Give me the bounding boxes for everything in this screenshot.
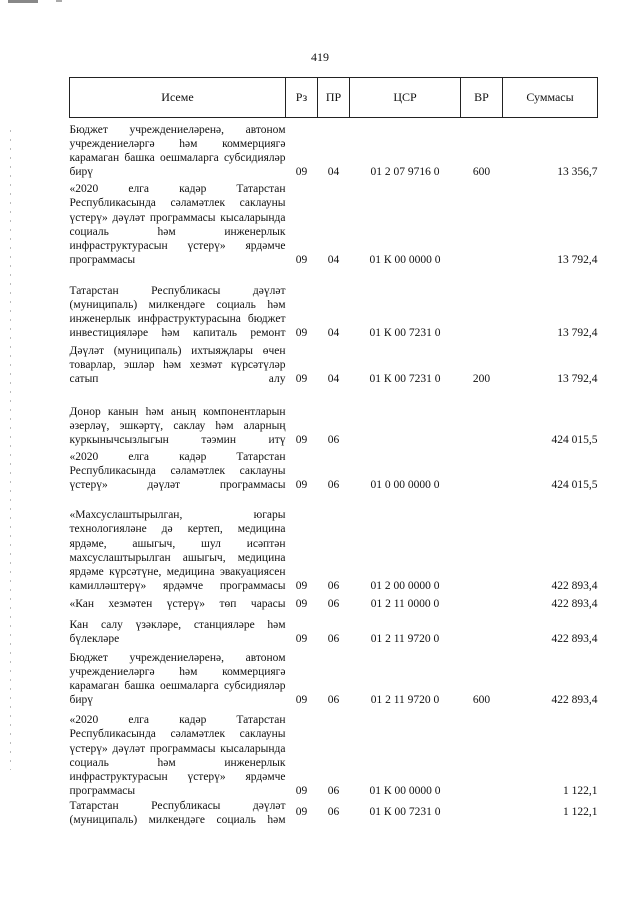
- row-sum: 1 122,1: [563, 805, 598, 818]
- row-rz: 09: [295, 805, 308, 818]
- table-row: [70, 493, 598, 594]
- row-pr: 06: [327, 694, 340, 707]
- row-pr: 06: [327, 633, 340, 646]
- row-csr: 01 К 00 7231 0: [369, 805, 441, 818]
- table-row: [70, 180, 598, 268]
- row-name: Татарстан Республикасы дәүләт (муниципаль) милкендәге социаль һәм: [69, 799, 286, 826]
- table-row: [70, 387, 598, 448]
- row-csr: 01 2 11 9720 0: [370, 694, 440, 707]
- row-name: Кан салу үзәкләре, станцияләре һәм бүлекләре: [69, 619, 286, 646]
- budget-table: [69, 77, 598, 830]
- row-vr: [461, 180, 503, 268]
- row-pr: 06: [327, 785, 340, 798]
- header-csr: ЦСР: [350, 78, 461, 118]
- row-sum: 424 015,5: [551, 479, 598, 492]
- table-row: [70, 118, 598, 180]
- row-vr: [461, 493, 503, 594]
- header-rz: Рз: [286, 78, 318, 118]
- row-csr: 01 К 00 0000 0: [369, 785, 441, 798]
- table-row: [70, 647, 598, 708]
- row-pr: 06: [327, 434, 340, 447]
- row-sum: 422 893,4: [551, 694, 598, 707]
- row-vr: 600: [472, 166, 491, 179]
- row-vr: [461, 387, 503, 448]
- row-csr: [350, 387, 461, 448]
- row-rz: 09: [295, 580, 308, 593]
- table-row: [70, 799, 598, 830]
- row-name: Дәүләт (муниципаль) ихтыяҗлары өчен товарлар, эшләр һәм хезмәт күрсәтүләр сатып алу: [69, 344, 286, 386]
- row-name: Донор канын һәм аның компонентларын әзерләү, эшкәртү, саклау һәм аларның куркынычсызлыгын тәэмин итү: [69, 405, 286, 447]
- scan-artifact: [8, 0, 38, 3]
- row-name: Татарстан Республикасы дәүләт (муниципаль) милкендәге социаль һәм инженерлык инфраструктурасына бюджет инвестицияләре һәм капиталь ремонт: [69, 284, 286, 340]
- header-vr: ВР: [461, 78, 503, 118]
- row-pr: 06: [327, 598, 340, 611]
- row-pr: 06: [327, 479, 340, 492]
- scan-artifact: [56, 0, 62, 2]
- row-csr: 01 2 00 0000 0: [370, 580, 440, 593]
- row-sum: 13 792,4: [557, 327, 598, 340]
- row-rz: 09: [295, 166, 308, 179]
- header-name: Исеме: [70, 78, 286, 118]
- row-pr: 04: [327, 166, 340, 179]
- row-name: «2020 елга кадәр Татарстан Республикасында сәламәтлек саклауны үстерү» дәүләт программасы: [69, 450, 286, 492]
- row-vr: [461, 799, 503, 830]
- page-number: 419: [311, 50, 329, 64]
- row-vr: [461, 612, 503, 647]
- row-csr: 01 2 11 0000 0: [370, 598, 440, 611]
- row-sum: 1 122,1: [563, 785, 598, 798]
- row-vr: 600: [472, 694, 491, 707]
- row-name: «2020 елга кадәр Татарстан Республикасында сәламәтлек саклауны үстерү» дәүләт программасы кысаларында социаль һәм инженерлык инфраструктурасын үстерү» ярдәмче программасы: [69, 183, 286, 267]
- row-name: Бюджет учреждениеләренә, автоном учреждениеләргә һәм коммерциягә карамаган башка оешмаларга субсидияләр бирү: [69, 123, 286, 179]
- table-row: [70, 612, 598, 647]
- row-sum: 422 893,4: [551, 580, 598, 593]
- row-sum: 422 893,4: [551, 633, 598, 646]
- row-csr: 01 0 00 0000 0: [370, 479, 440, 492]
- row-vr: [461, 708, 503, 799]
- row-csr: 01 К 00 0000 0: [369, 254, 441, 267]
- row-rz: 09: [295, 785, 308, 798]
- row-sum: 13 792,4: [557, 254, 598, 267]
- header-sum: Суммасы: [503, 78, 598, 118]
- row-sum: 13 792,4: [557, 373, 598, 386]
- row-rz: 09: [295, 694, 308, 707]
- row-rz: 09: [295, 479, 308, 492]
- row-rz: 09: [295, 434, 308, 447]
- row-csr: 01 К 00 7231 0: [369, 373, 441, 386]
- row-csr: 01 2 11 9720 0: [370, 633, 440, 646]
- row-sum: 422 893,4: [551, 598, 598, 611]
- table-row: [70, 268, 598, 341]
- row-name: «2020 елга кадәр Татарстан Республикасында сәламәтлек саклауны үстерү» дәүләт программасы кысаларында социаль һәм инженерлык инфраструктурасын үстерү» ярдәмче программасы: [69, 714, 286, 798]
- row-rz: 09: [295, 327, 308, 340]
- header-pr: ПР: [318, 78, 350, 118]
- table-row: [70, 594, 598, 612]
- row-vr: [461, 268, 503, 341]
- row-vr: [461, 448, 503, 493]
- row-name: «Махсуслаштырылган, югары технологияләне дә кертеп, медицина ярдәме, ашыгыч, шул исәптән махсуслаштырылган ашыгыч, медицина ярдәме күрсәтүне, медицина эвакуациясен камилләштерү» ярдәмче программасы: [69, 509, 286, 593]
- row-pr: 06: [327, 580, 340, 593]
- row-vr: [461, 594, 503, 612]
- row-vr: 200: [472, 373, 491, 386]
- row-pr: 06: [327, 805, 340, 818]
- row-name: Бюджет учреждениеләренә, автоном учреждениеләргә һәм коммерциягә карамаган башка оешмаларга субсидияләр бирү: [69, 651, 286, 707]
- table-header-row: [70, 78, 598, 118]
- row-csr: 01 2 07 9716 0: [370, 166, 440, 179]
- row-name: «Кан хезмәтен үстерү» төп чарасы: [69, 598, 286, 611]
- table-row: [70, 341, 598, 387]
- row-pr: 04: [327, 254, 340, 267]
- row-csr: 01 К 00 7231 0: [369, 327, 441, 340]
- row-pr: 04: [327, 373, 340, 386]
- row-rz: 09: [295, 598, 308, 611]
- row-sum: 424 015,5: [551, 434, 598, 447]
- table-row: [70, 708, 598, 799]
- scan-edge-dots: [10, 130, 11, 770]
- table-row: [70, 448, 598, 493]
- row-rz: 09: [295, 633, 308, 646]
- row-rz: 09: [295, 254, 308, 267]
- row-pr: 04: [327, 327, 340, 340]
- row-rz: 09: [295, 373, 308, 386]
- row-sum: 13 356,7: [557, 166, 598, 179]
